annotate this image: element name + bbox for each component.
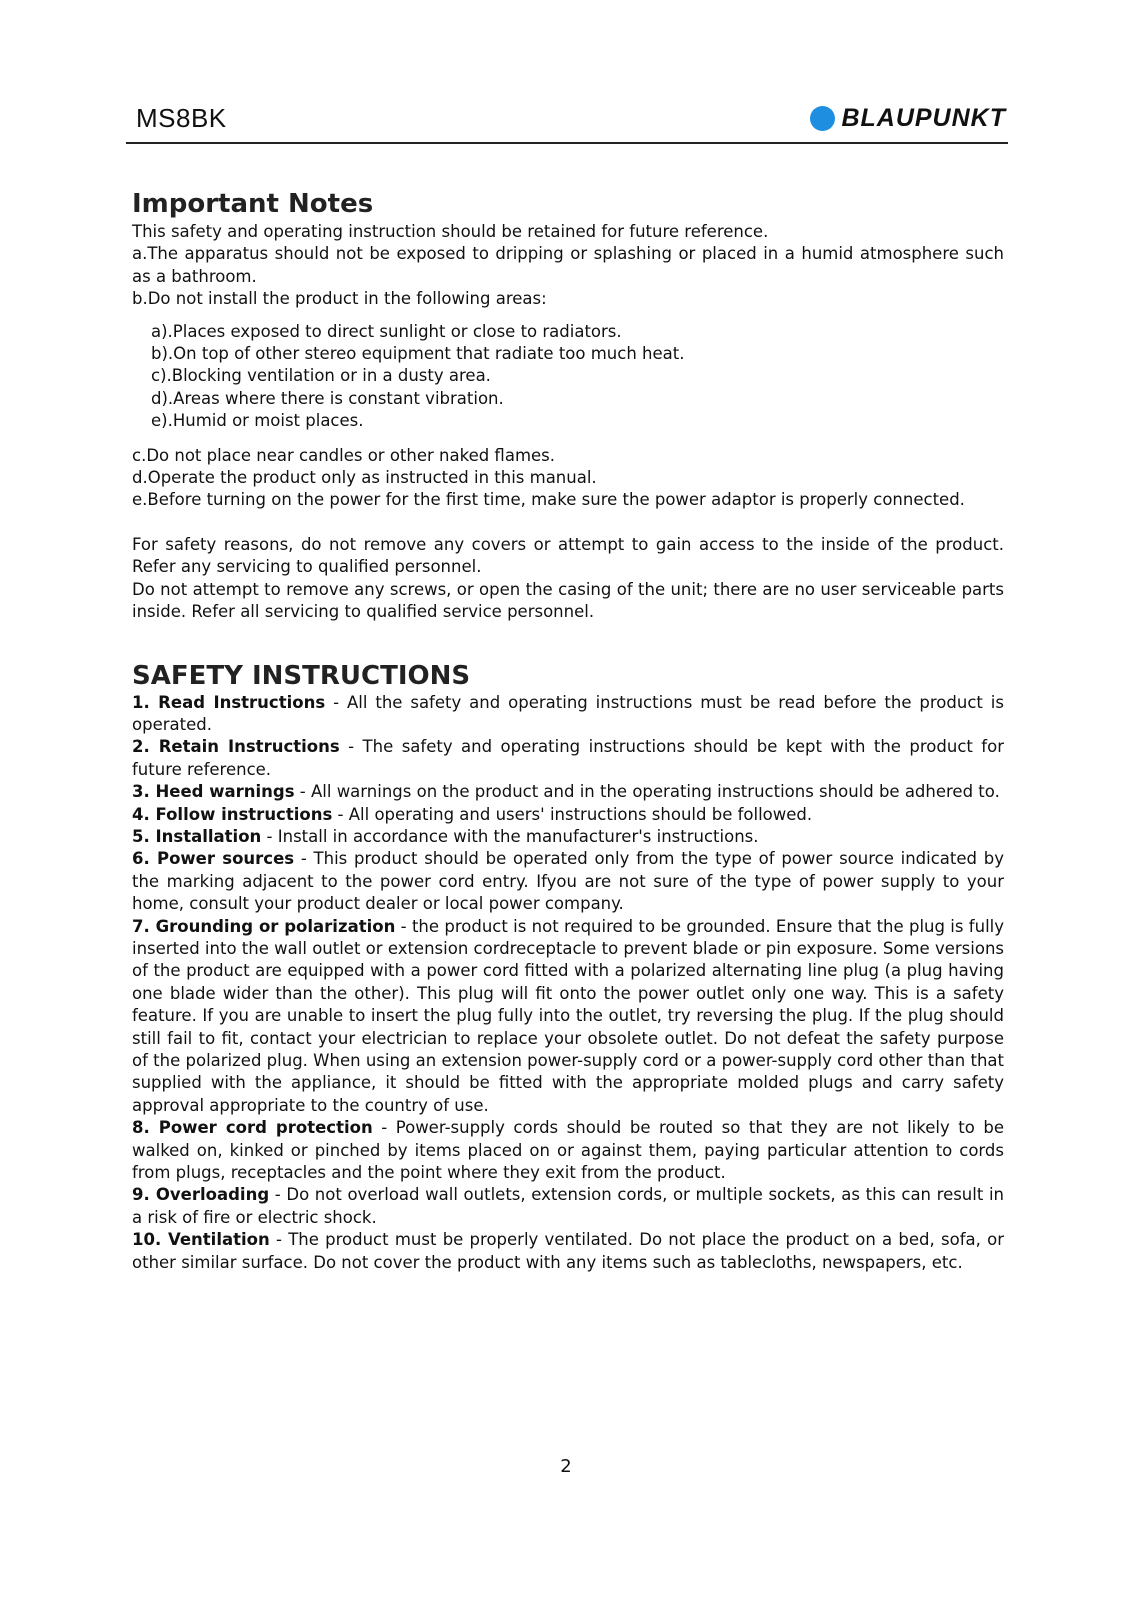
model-number: MS8BK	[136, 103, 227, 133]
important-notes-title: Important Notes	[132, 189, 374, 219]
safety-item	[132, 916, 1004, 1118]
safety-list	[132, 692, 1004, 1275]
safety-item	[132, 804, 1004, 826]
brand-logo	[810, 104, 1006, 133]
safety-item	[132, 781, 1004, 803]
safety-item-label: 6. Power sources	[132, 849, 295, 869]
safety-item-text: - Power-supply cords should be routed so that they are not likely to be walked on, kinked or pinched by items placed on or against them, paying particular attention to cords from plugs, receptacles and the point where they exit from the product.	[132, 1118, 1004, 1183]
safety-paragraph-2: Do not attempt to remove any screws, or open the casing of the unit; there are no user serviceable parts inside. Refer all servicing to qualified service personnel.	[132, 579, 1004, 622]
page-content	[132, 187, 1004, 1274]
page-header	[126, 100, 1008, 144]
safety-item	[132, 1229, 1004, 1274]
safety-item-text: - This product should be operated only from the type of power source indicated by the marking adjacent to the power cord entry. Ifyou are not sure of the type of power supply to your home, consult your product dealer or local power company.	[132, 849, 1004, 914]
safety-item-text: - The safety and operating instructions should be kept with the product for future reference.	[132, 737, 1004, 779]
safety-paragraph-1: For safety reasons, do not remove any covers or attempt to gain access to the inside of the product. Refer any servicing to qualified personnel.	[132, 534, 1004, 577]
safety-item	[132, 826, 1004, 848]
safety-item	[132, 1184, 1004, 1229]
safety-item-label: 7. Grounding or polarization	[132, 916, 396, 936]
safety-item	[132, 736, 1004, 781]
notes-intro: This safety and operating instruction should be retained for future reference.	[132, 222, 769, 241]
safety-item-text: - The product must be properly ventilated. Do not place the product on a bed, sofa, or other similar surface. Do not cover the product with any items such as tablecloths, newspapers, etc.	[132, 1230, 1004, 1272]
brand-dot-icon	[810, 106, 835, 131]
page-number: 2	[560, 1456, 572, 1477]
note-e: e.Before turning on the power for the first time, make sure the power adaptor is properly connected.	[132, 490, 965, 510]
safety-item-text: - All operating and users' instructions should be followed.	[332, 804, 813, 824]
safety-item-label: 3. Heed warnings	[132, 782, 295, 802]
safety-item	[132, 692, 1004, 737]
safety-item-label: 4. Follow instructions	[132, 804, 333, 824]
install-areas-list	[132, 321, 1004, 433]
note-c: c.Do not place near candles or other naked flames.	[132, 445, 556, 465]
safety-item-label: 1. Read Instructions	[132, 692, 326, 712]
note-d: d.Operate the product only as instructed in this manual.	[132, 468, 597, 488]
safety-item-label: 2. Retain Instructions	[132, 737, 340, 757]
list-item: b).On top of other stereo equipment that radiate too much heat.	[151, 344, 685, 364]
safety-item-text: - Install in accordance with the manufacturer's instructions.	[261, 826, 759, 846]
safety-item-text: - the product is not required to be grounded. Ensure that the plug is fully inserted into the wall outlet or extension cordreceptacle to prevent blade or pin exposure. Some versions of the product are equipped with a power cord fitted with a polarized alternating line plug (a plug having one blade wider than the other). This plug will fit onto the power outlet only one way. This is a safety feature. If you are unable to insert the plug fully into the outlet, try reversing the plug. If the plug should still fail to fit, contact your electrician to replace your obsolete outlet. Do not defeat the safety purpose of the polarized plug. When using an extension power-supply cord or a power-supply cord other than that supplied with the appliance, it should be fitted with the appropriate molded plugs and carry safety approval appropriate to the country of use.	[132, 916, 1004, 1115]
safety-item	[132, 1117, 1004, 1184]
note-b: b.Do not install the product in the following areas:	[132, 289, 547, 309]
safety-item-text: - All warnings on the product and in the operating instructions should be adhered to.	[294, 782, 1000, 802]
list-item: c).Blocking ventilation or in a dusty area.	[151, 366, 491, 386]
brand-name: BLAUPUNKT	[841, 104, 1006, 132]
list-item: d).Areas where there is constant vibration.	[151, 388, 504, 408]
safety-item-label: 9. Overloading	[132, 1185, 270, 1205]
list-item: a).Places exposed to direct sunlight or close to radiators.	[151, 321, 622, 341]
safety-instructions-title: SAFETY INSTRUCTIONS	[132, 660, 471, 691]
note-a: a.The apparatus should not be exposed to dripping or splashing or placed in a humid atmosphere such as a bathroom.	[132, 244, 1004, 286]
safety-item-label: 10. Ventilation	[132, 1230, 270, 1250]
safety-item-label: 5. Installation	[132, 826, 262, 846]
safety-item-text: - All the safety and operating instructions must be read before the product is operated.	[132, 692, 1004, 734]
safety-item-text: - Do not overload wall outlets, extension cords, or multiple sockets, as this can result in a risk of fire or electric shock.	[132, 1185, 1004, 1227]
list-item: e).Humid or moist places.	[151, 411, 364, 431]
safety-item-label: 8. Power cord protection	[132, 1118, 373, 1138]
safety-item	[132, 848, 1004, 915]
